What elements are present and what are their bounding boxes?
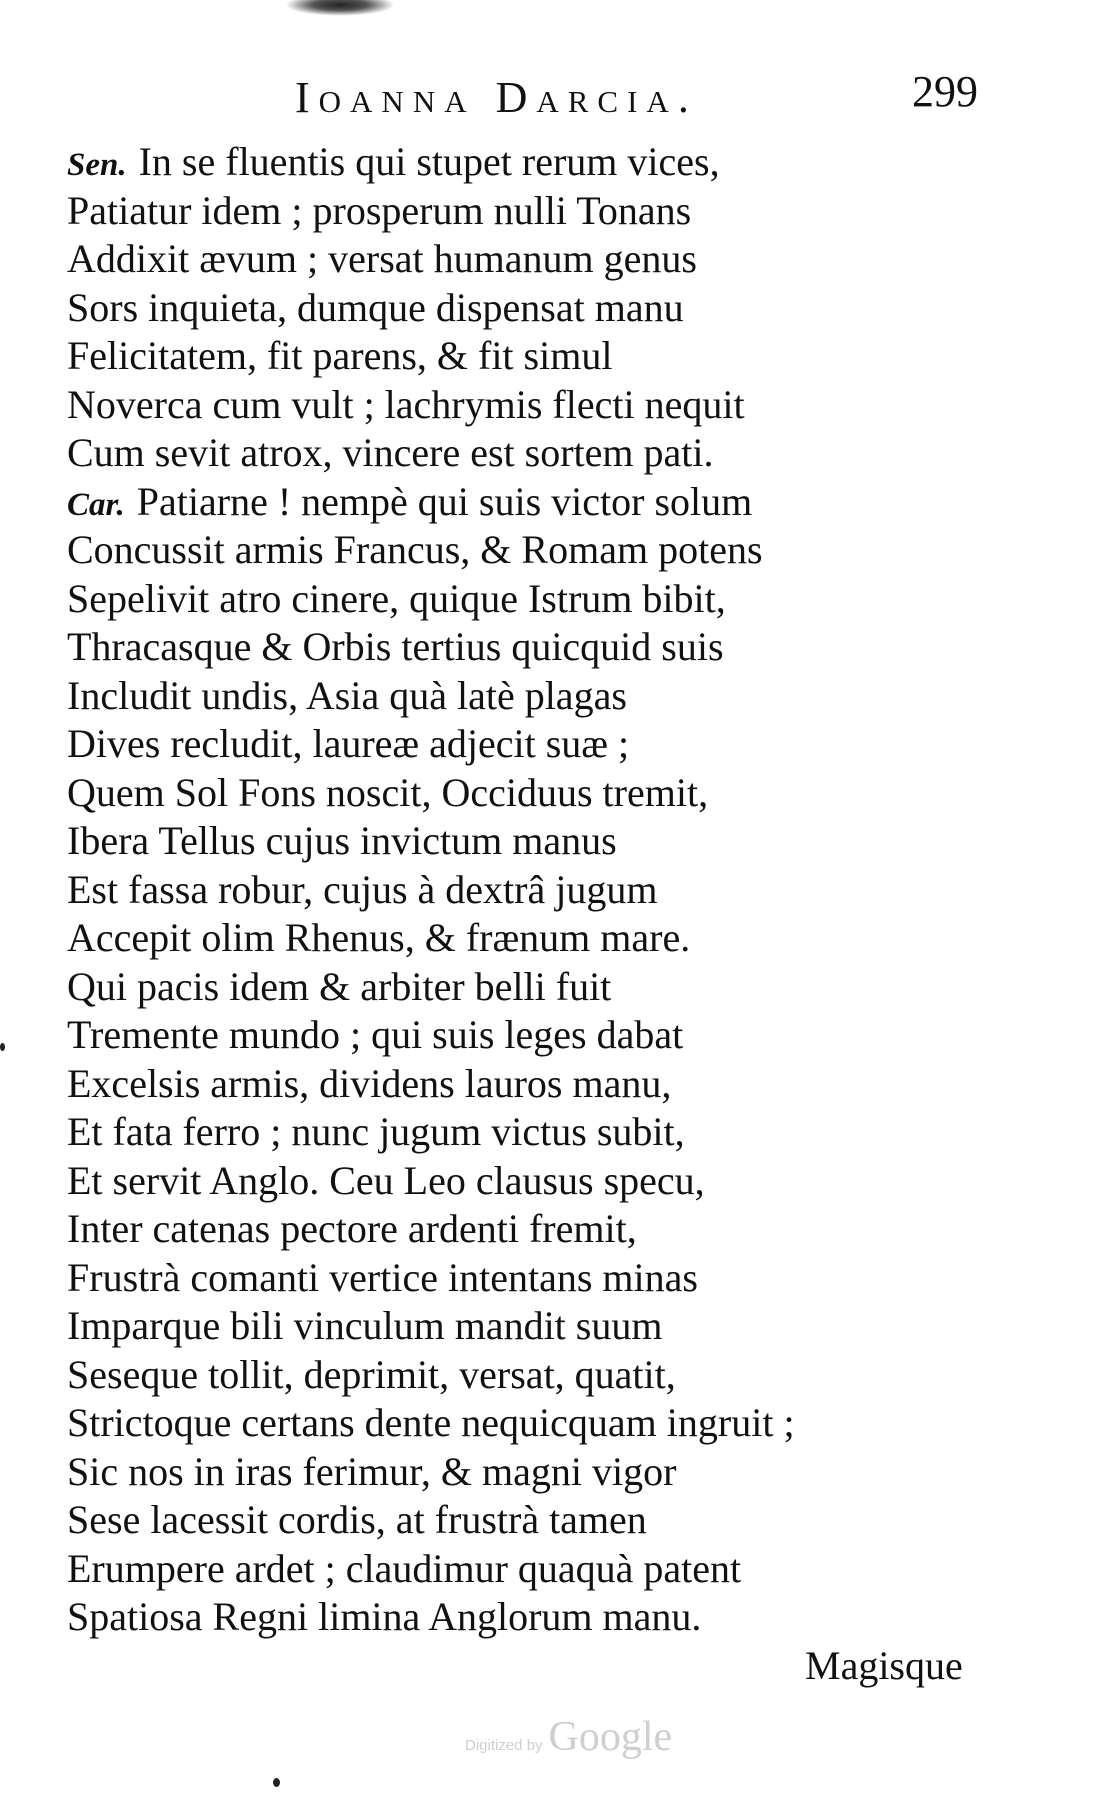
verse-line — [67, 381, 967, 430]
verse-text: Et servit Anglo. Ceu Leo clausus specu, — [67, 1157, 705, 1203]
verse-block — [67, 138, 967, 1642]
verse-text: Spatiosa Regni limina Anglorum manu. — [67, 1594, 702, 1639]
verse-text: Dives recludit, laureæ adjecit suæ ; — [67, 721, 630, 766]
verse-line — [67, 1302, 967, 1351]
speaker-label: Sen. — [67, 147, 127, 183]
verse-line — [67, 1496, 967, 1545]
catchword: Magisque — [805, 1643, 963, 1688]
digitized-watermark — [465, 1713, 672, 1761]
verse-text: Thracasque & Orbis tertius quicquid suis — [67, 624, 724, 669]
verse-text: Ibera Tellus cujus invictum manus — [67, 818, 617, 863]
verse-line — [67, 526, 967, 575]
verse-text: Cum sevit atrox, vincere est sortem pati. — [67, 430, 714, 475]
verse-text: Qui pacis idem & arbiter belli fuit — [67, 963, 612, 1009]
verse-text: Seseque tollit, deprimit, versat, quatit, — [67, 1351, 676, 1397]
verse-line — [67, 1108, 967, 1157]
verse-line — [67, 720, 967, 769]
ink-smudge — [285, 0, 395, 16]
verse-line — [67, 138, 967, 187]
ink-speck — [0, 1043, 5, 1051]
verse-text: Noverca cum vult ; lachrymis flecti nequit — [67, 381, 745, 427]
verse-line — [67, 1593, 967, 1642]
verse-text: In se fluentis qui stupet rerum vices, — [138, 139, 720, 184]
verse-text: Est fassa robur, cujus à dextrâ jugum — [67, 866, 658, 912]
verse-text: Imparque bili vinculum mandit suum — [67, 1303, 663, 1348]
verse-text: Includit undis, Asia quà latè plagas — [67, 672, 627, 718]
watermark-prefix: Digitized by — [465, 1737, 543, 1754]
verse-text: Concussit armis Francus, & Romam potens — [67, 527, 763, 572]
verse-text: Patiarne ! nempè qui suis victor solum — [136, 478, 753, 524]
verse-line — [67, 914, 967, 963]
verse-text: Excelsis armis, dividens lauros manu, — [67, 1060, 672, 1106]
speaker-label: Car. — [67, 486, 125, 523]
verse-line — [67, 1011, 967, 1060]
verse-line — [67, 1545, 967, 1594]
verse-line — [67, 1351, 967, 1400]
verse-text: Patiatur idem ; prosperum nulli Tonans — [67, 187, 692, 233]
verse-text: Erumpere ardet ; claudimur quaquà patent — [67, 1545, 742, 1591]
verse-line — [67, 623, 967, 672]
verse-text: Strictoque certans dente nequicquam ingruit ; — [67, 1400, 795, 1445]
verse-line — [67, 1157, 967, 1206]
verse-line — [67, 187, 967, 236]
verse-text: Frustrà comanti vertice intentans minas — [67, 1254, 698, 1300]
verse-line — [67, 429, 967, 478]
verse-line — [67, 672, 967, 721]
ink-speck — [273, 1778, 280, 1787]
page-number: 299 — [912, 67, 978, 116]
verse-line — [67, 1060, 967, 1109]
verse-text: Accepit olim Rhenus, & frænum mare. — [67, 915, 691, 960]
verse-line — [67, 1399, 967, 1448]
running-title: Ioanna Darcia. — [295, 73, 698, 122]
verse-line — [67, 478, 967, 527]
verse-text: Quem Sol Fons noscit, Occiduus tremit, — [67, 769, 709, 815]
verse-line — [67, 332, 967, 381]
verse-text: Sic nos in iras ferimur, & magni vigor — [67, 1448, 677, 1494]
verse-line — [67, 769, 967, 818]
verse-line — [67, 235, 967, 284]
watermark-brand: Google — [548, 1714, 673, 1760]
verse-text: Sors inquieta, dumque dispensat manu — [67, 284, 684, 330]
verse-line — [67, 1205, 967, 1254]
verse-line — [67, 963, 967, 1012]
verse-text: Felicitatem, fit parens, & fit simul — [67, 333, 613, 378]
verse-line — [67, 1448, 967, 1497]
verse-text: Et fata ferro ; nunc jugum victus subit, — [67, 1109, 685, 1154]
verse-line — [67, 575, 967, 624]
verse-text: Sepelivit atro cinere, quique Istrum bibit, — [67, 575, 726, 621]
verse-text: Tremente mundo ; qui suis leges dabat — [67, 1012, 684, 1057]
verse-line — [67, 866, 967, 915]
verse-text: Inter catenas pectore ardenti fremit, — [67, 1206, 637, 1251]
verse-text: Addixit ævum ; versat humanum genus — [67, 236, 697, 281]
verse-line — [67, 817, 967, 866]
verse-line — [67, 284, 967, 333]
verse-text: Sese lacessit cordis, at frustrà tamen — [67, 1497, 647, 1542]
verse-line — [67, 1254, 967, 1303]
